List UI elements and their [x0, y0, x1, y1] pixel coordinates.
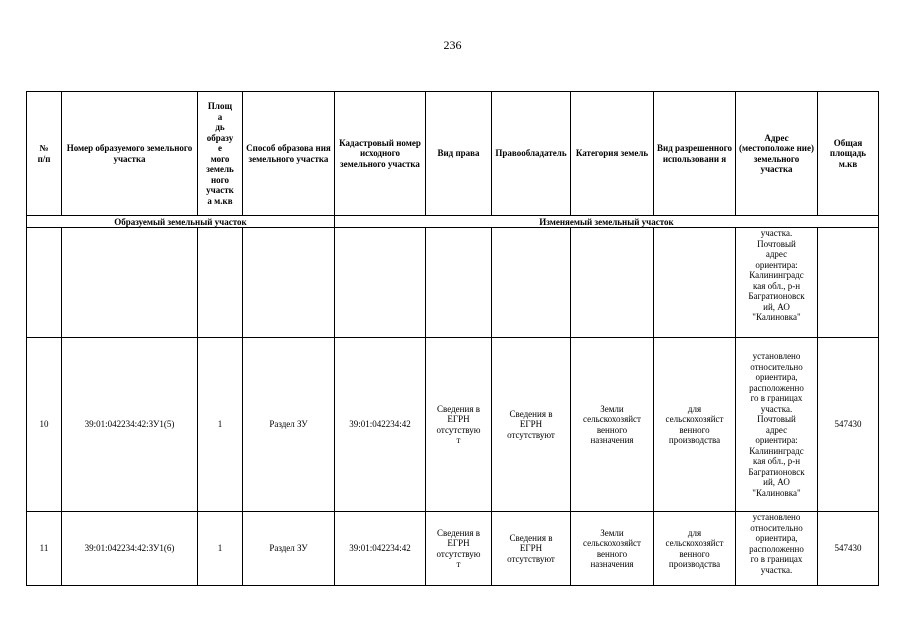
cell-total-area	[818, 228, 879, 338]
cell-owner: Сведения в ЕГРН отсутствуют	[492, 512, 571, 586]
cell-method: Раздел ЗУ	[243, 512, 335, 586]
cell-num: 11	[27, 512, 62, 586]
header-permitted-use: Вид разрешенного использовани я	[654, 92, 736, 216]
cell-address: установлено относительно ориентира, расположенно го в границах участка.	[736, 512, 818, 586]
cell-cadastral: 39:01:042234:42	[335, 338, 426, 512]
table-row	[27, 228, 879, 338]
cell-address: установлено относительно ориентира, расположенно го в границах участка. Почтовый адрес ориентира: Калининградс кая обл., р-н Багратионовск ий, АО "Калиновка"	[736, 338, 818, 512]
header-area: Площ а дь образу е мого земель ного участк а м.кв	[198, 92, 243, 216]
section-changed-plot: Изменяемый земельный участок	[335, 216, 879, 228]
cell-total-area: 547430	[818, 512, 879, 586]
cell-permitted-use	[654, 228, 736, 338]
cell-category: Земли сельскохозяйст венного назначения	[571, 338, 654, 512]
cell-area: 1	[198, 512, 243, 586]
header-owner: Правообладатель	[492, 92, 571, 216]
cell-cadastral	[335, 228, 426, 338]
cell-address: участка. Почтовый адрес ориентира: Калининградс кая обл., р-н Багратионовск ий, АО "Калиновка"	[736, 228, 818, 338]
header-total-area: Общая площадь м.кв	[818, 92, 879, 216]
cell-area	[198, 228, 243, 338]
header-num: № п/п	[27, 92, 62, 216]
cell-right-type: Сведения в ЕГРН отсутствую т	[426, 512, 492, 586]
cell-plot-number: 39:01:042234:42:ЗУ1(5)	[62, 338, 198, 512]
cell-plot-number	[62, 228, 198, 338]
section-row	[27, 216, 879, 228]
cell-method: Раздел ЗУ	[243, 338, 335, 512]
header-plot-number: Номер образуемого земельного участка	[62, 92, 198, 216]
page-number: 236	[443, 38, 462, 52]
cell-right-type	[426, 228, 492, 338]
cell-total-area: 547430	[818, 338, 879, 512]
cell-right-type: Сведения в ЕГРН отсутствую т	[426, 338, 492, 512]
cell-plot-number: 39:01:042234:42:ЗУ1(6)	[62, 512, 198, 586]
cell-num: 10	[27, 338, 62, 512]
cell-cadastral: 39:01:042234:42	[335, 512, 426, 586]
header-address: Адрес (местоположе ние) земельного участка	[736, 92, 818, 216]
cell-method	[243, 228, 335, 338]
section-formed-plot: Образуемый земельный участок	[27, 216, 335, 228]
land-plot-table	[26, 91, 879, 586]
header-method: Способ образова ния земельного участка	[243, 92, 335, 216]
header-category: Категория земель	[571, 92, 654, 216]
cell-permitted-use: для сельскохозяйст венного производства	[654, 512, 736, 586]
header-right-type: Вид права	[426, 92, 492, 216]
header-row	[27, 92, 879, 216]
cell-permitted-use: для сельскохозяйст венного производства	[654, 338, 736, 512]
cell-owner	[492, 228, 571, 338]
table-row	[27, 338, 879, 512]
table-row	[27, 512, 879, 586]
cell-category: Земли сельскохозяйст венного назначения	[571, 512, 654, 586]
cell-category	[571, 228, 654, 338]
cell-area: 1	[198, 338, 243, 512]
cell-num	[27, 228, 62, 338]
cell-owner: Сведения в ЕГРН отсутствуют	[492, 338, 571, 512]
header-cadastral: Кадастровый номер исходного земельного участка	[335, 92, 426, 216]
